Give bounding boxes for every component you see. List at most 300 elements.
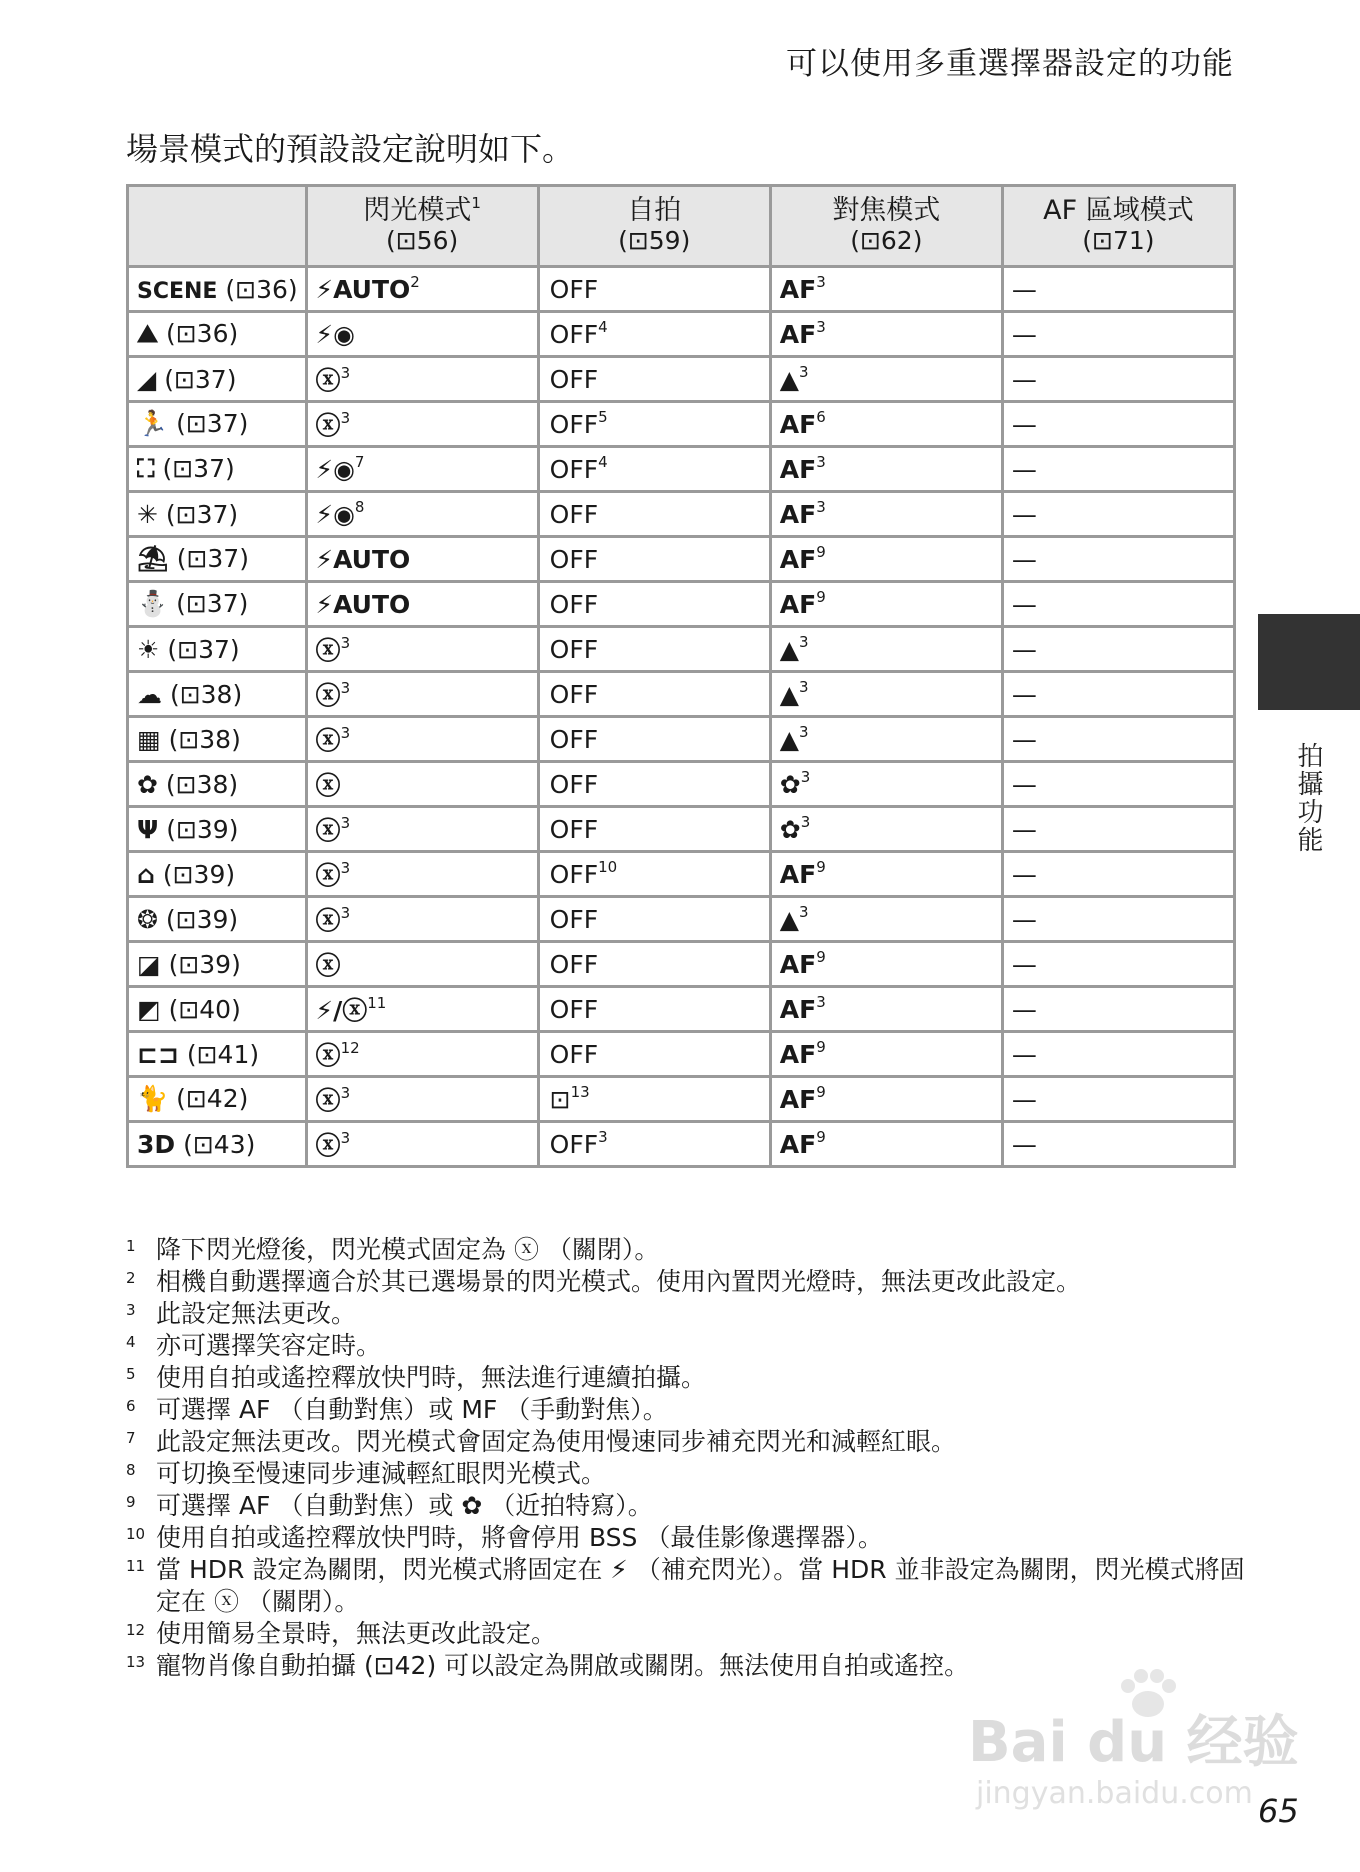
scene-mode-icon: ⛱ [137, 544, 169, 573]
footnote-number: 3 [126, 1301, 136, 1319]
footnote-marker: 9 [816, 542, 826, 561]
footnote-marker: 9 [816, 1037, 826, 1056]
footnote-marker: 3 [799, 677, 809, 696]
af-area-value: — [1011, 769, 1037, 799]
focus-mode-value: AF [779, 1129, 817, 1159]
footnote [126, 1234, 1246, 1266]
focus-mode-value: AF [779, 544, 817, 574]
flash-mode-cell [306, 807, 538, 852]
scene-mode-icon: ⛰ [137, 319, 159, 348]
scene-mode-icon: 🏃 [137, 409, 169, 438]
self-timer-value: OFF [549, 679, 599, 709]
self-timer-value: OFF [549, 634, 599, 664]
page-reference: (⊡39) [162, 859, 236, 889]
table-row [128, 492, 1235, 537]
focus-mode-value: ▲ [779, 679, 799, 709]
table-row [128, 402, 1235, 447]
self-timer-value: OFF [549, 319, 599, 349]
table-header [128, 186, 1235, 267]
footnote-marker: 12 [340, 1039, 360, 1057]
flash-mode-value: ⚡AUTO [315, 589, 411, 619]
page-reference: (⊡71) [1082, 226, 1155, 255]
self-timer-cell [538, 1032, 770, 1077]
footnote-marker: 3 [340, 409, 351, 427]
page-reference: (⊡41) [186, 1039, 260, 1069]
table-row [128, 807, 1235, 852]
focus-mode-cell [770, 942, 1002, 987]
footnote-marker: 3 [340, 679, 351, 697]
footnote-text: 相機自動選擇適合於其已選場景的閃光模式。使用內置閃光燈時，無法更改此設定。 [156, 1267, 1082, 1296]
footnotes [126, 1234, 1246, 1682]
focus-mode-value: AF [779, 499, 817, 529]
af-area-cell [1002, 897, 1234, 942]
footnote-marker: 4 [598, 317, 608, 336]
scene-cell [128, 942, 307, 987]
self-timer-value: OFF [549, 499, 599, 529]
footnote [126, 1458, 1246, 1490]
flash-mode-cell [306, 717, 538, 762]
flash-mode-cell [306, 1122, 538, 1167]
flash-mode-value: ⓧ [315, 1131, 341, 1160]
footnote [126, 1522, 1246, 1554]
footnote-number: 8 [126, 1461, 136, 1479]
table-row [128, 312, 1235, 357]
footnote-text: 當 HDR 設定為關閉，閃光模式將固定在 ⚡ （補充閃光）。當 HDR 並非設定為關閉，閃光模式將固定在 ⓧ （關閉）。 [156, 1555, 1245, 1616]
flash-mode-cell [306, 852, 538, 897]
af-area-cell [1002, 762, 1234, 807]
self-timer-cell [538, 537, 770, 582]
flash-mode-value: ⚡◉ [315, 499, 355, 529]
scene-mode-icon: ⛶ [137, 454, 155, 483]
footnote [126, 1330, 1246, 1362]
af-area-value: — [1011, 724, 1037, 754]
footnote-marker: 3 [816, 317, 826, 336]
flash-mode-cell [306, 537, 538, 582]
footnote-marker: 3 [816, 497, 826, 516]
scene-mode-icon: ❂ [137, 904, 158, 934]
flash-mode-value: ⓧ [315, 366, 341, 395]
focus-mode-cell [770, 492, 1002, 537]
table-row [128, 447, 1235, 492]
self-timer-value: OFF [549, 274, 599, 304]
table-row [128, 267, 1235, 312]
flash-mode-cell [306, 1032, 538, 1077]
intro-text: 場景模式的預設設定說明如下。 [126, 130, 575, 168]
focus-mode-cell [770, 897, 1002, 942]
self-timer-value: OFF [549, 1129, 599, 1159]
self-timer-cell [538, 672, 770, 717]
page-reference: (⊡42) [176, 1084, 249, 1113]
flash-mode-value: ⓧ [315, 1041, 341, 1070]
scene-mode-icon: SCENE [137, 278, 218, 304]
scene-cell [128, 717, 307, 762]
footnote-marker: 1 [471, 194, 481, 212]
self-timer-cell [538, 762, 770, 807]
self-timer-cell [538, 1077, 770, 1122]
footnote-marker: 9 [816, 1082, 826, 1101]
flash-mode-value: ⓧ [315, 906, 341, 935]
scene-cell [128, 267, 307, 312]
focus-mode-value: ✿ [779, 769, 801, 799]
scene-cell [128, 762, 307, 807]
af-area-cell [1002, 1122, 1234, 1167]
af-area-value: — [1011, 319, 1037, 349]
table-row [128, 942, 1235, 987]
af-area-value: — [1011, 814, 1037, 844]
footnote-marker: 3 [816, 992, 826, 1011]
self-timer-value: OFF [549, 544, 599, 574]
scene-mode-icon: ◢ [137, 364, 157, 394]
column-label: 自拍 [627, 195, 682, 226]
footnote-marker: 3 [340, 814, 351, 832]
flash-mode-value: ⓧ [315, 771, 341, 800]
flash-mode-cell [306, 582, 538, 627]
focus-mode-value: AF [779, 274, 817, 304]
self-timer-value: OFF [549, 364, 599, 394]
af-area-value: — [1011, 1129, 1037, 1159]
focus-mode-cell [770, 627, 1002, 672]
self-timer-cell [538, 357, 770, 402]
self-timer-value: OFF [549, 454, 599, 484]
footnote-marker: 3 [340, 364, 351, 382]
page-reference: (⊡39) [166, 814, 239, 844]
page-reference: (⊡56) [385, 226, 459, 255]
flash-mode-value: ⚡◉ [315, 454, 355, 484]
footnote-marker: 9 [816, 857, 826, 876]
self-timer-cell [538, 807, 770, 852]
flash-mode-cell [306, 492, 538, 537]
footnote-number: 5 [126, 1365, 136, 1383]
footnote-text: 可選擇 AF （自動對焦）或 ✿ （近拍特寫）。 [156, 1491, 653, 1520]
af-area-cell [1002, 447, 1234, 492]
self-timer-value: OFF [549, 904, 599, 934]
footnote-marker: 3 [340, 859, 351, 877]
footnote-marker: 3 [800, 812, 811, 831]
scene-mode-icon: ▦ [137, 724, 161, 754]
flash-mode-value: ⚡/ⓧ [315, 996, 368, 1025]
page-reference: (⊡37) [164, 364, 237, 394]
watermark-url: jingyan.baidu.com [976, 1776, 1253, 1811]
footnote-marker: 3 [799, 722, 809, 741]
column-label: 閃光模式 [363, 195, 472, 226]
table-row [128, 582, 1235, 627]
flash-mode-cell [306, 312, 538, 357]
focus-mode-value: ✿ [779, 814, 801, 844]
table-row [128, 537, 1235, 582]
focus-mode-value: ▲ [779, 634, 799, 664]
focus-mode-cell [770, 672, 1002, 717]
footnote-text: 降下閃光燈後，閃光模式固定為 ⓧ （關閉）。 [156, 1235, 660, 1264]
footnote [126, 1266, 1246, 1298]
af-area-cell [1002, 402, 1234, 447]
focus-mode-value: ▲ [779, 904, 799, 934]
page-reference: (⊡37) [165, 499, 239, 529]
scene-mode-icon: ✿ [137, 769, 158, 799]
table-row [128, 1122, 1235, 1167]
focus-mode-cell [770, 582, 1002, 627]
focus-mode-cell [770, 312, 1002, 357]
af-area-cell [1002, 492, 1234, 537]
page-reference: (⊡40) [168, 994, 241, 1024]
self-timer-cell [538, 447, 770, 492]
focus-mode-cell [770, 1122, 1002, 1167]
footnote [126, 1490, 1246, 1522]
column-label: AF 區域模式 [1043, 195, 1194, 226]
footnote-marker: 7 [354, 452, 365, 471]
footnote-text: 使用自拍或遙控釋放快門時，將會停用 BSS （最佳影像選擇器）。 [156, 1523, 883, 1552]
footnote-marker: 9 [816, 947, 826, 966]
footnote-text: 使用簡易全景時，無法更改此設定。 [156, 1619, 557, 1648]
footnote-text: 此設定無法更改。 [156, 1299, 357, 1328]
scene-mode-icon: ◩ [137, 994, 161, 1024]
focus-mode-cell [770, 357, 1002, 402]
scene-mode-icon: ◪ [137, 949, 161, 979]
focus-mode-cell [770, 852, 1002, 897]
table-row [128, 852, 1235, 897]
table-row [128, 717, 1235, 762]
focus-mode-cell [770, 267, 1002, 312]
page-header-title: 可以使用多重選擇器設定的功能 [786, 46, 1234, 82]
footnote-marker: 2 [410, 272, 420, 291]
page-reference: (⊡38) [165, 769, 239, 799]
self-timer-cell [538, 987, 770, 1032]
table-row [128, 987, 1235, 1032]
flash-mode-value: ⚡AUTO [315, 274, 411, 304]
scene-cell [128, 357, 307, 402]
footnote-marker: 9 [816, 1127, 826, 1146]
footnote-marker: 3 [816, 452, 826, 471]
af-area-cell [1002, 807, 1234, 852]
footnote-marker: 9 [816, 587, 826, 606]
focus-mode-cell [770, 1077, 1002, 1122]
af-area-value: — [1011, 949, 1037, 979]
af-area-cell [1002, 357, 1234, 402]
af-area-value: — [1011, 1084, 1037, 1114]
footnote-text: 可切換至慢速同步連減輕紅眼閃光模式。 [156, 1459, 607, 1488]
scene-cell [128, 447, 307, 492]
self-timer-cell [538, 1122, 770, 1167]
footnote-marker: 4 [598, 452, 608, 471]
scene-cell [128, 1077, 307, 1122]
self-timer-cell [538, 852, 770, 897]
self-timer-cell [538, 582, 770, 627]
scene-cell [128, 807, 307, 852]
af-area-value: — [1011, 994, 1037, 1024]
af-area-value: — [1011, 454, 1037, 484]
footnote-number: 2 [126, 1269, 136, 1287]
af-area-value: — [1011, 409, 1037, 439]
footnote-marker: 3 [340, 1129, 351, 1147]
footnote [126, 1426, 1246, 1458]
footnote-marker: 3 [340, 1084, 351, 1102]
flash-mode-cell [306, 672, 538, 717]
scene-mode-icon: ⌂ [137, 859, 155, 889]
column-header [128, 186, 307, 267]
flash-mode-cell [306, 447, 538, 492]
scene-cell [128, 312, 307, 357]
footnote-text: 使用自拍或遙控釋放快門時，無法進行連續拍攝。 [156, 1363, 707, 1392]
chapter-label: 拍攝功能 [1293, 742, 1323, 854]
af-area-cell [1002, 672, 1234, 717]
footnote [126, 1362, 1246, 1394]
self-timer-cell [538, 627, 770, 672]
scene-mode-icon: ☀ [137, 634, 160, 664]
scene-mode-icon: Ψ [137, 814, 159, 844]
self-timer-value: OFF [549, 1039, 599, 1069]
footnote-text: 亦可選擇笑容定時。 [156, 1331, 382, 1360]
footnote-marker: 3 [816, 272, 826, 291]
self-timer-cell [538, 717, 770, 762]
focus-mode-cell [770, 447, 1002, 492]
focus-mode-cell [770, 807, 1002, 852]
page-reference: (⊡37) [162, 454, 235, 483]
af-area-cell [1002, 267, 1234, 312]
page-number: 65 [1258, 1792, 1299, 1830]
flash-mode-value: ⚡◉ [315, 319, 355, 349]
scene-cell [128, 627, 307, 672]
page-reference: (⊡37) [176, 589, 249, 618]
self-timer-cell [538, 942, 770, 987]
scene-cell [128, 1032, 307, 1077]
focus-mode-cell [770, 717, 1002, 762]
focus-mode-value: AF [779, 1084, 817, 1114]
self-timer-cell [538, 897, 770, 942]
af-area-cell [1002, 582, 1234, 627]
column-header [306, 186, 538, 267]
header-row [128, 186, 1235, 267]
footnote [126, 1650, 1246, 1682]
page-reference: (⊡38) [168, 724, 241, 754]
flash-mode-cell [306, 627, 538, 672]
column-header [770, 186, 1002, 267]
page-reference: (⊡37) [167, 634, 240, 664]
footnote-marker: 3 [340, 904, 351, 922]
af-area-cell [1002, 312, 1234, 357]
af-area-value: — [1011, 544, 1037, 574]
af-area-value: — [1011, 589, 1037, 619]
self-timer-value: OFF [549, 994, 599, 1024]
af-area-value: — [1011, 499, 1037, 529]
self-timer-value: OFF [549, 769, 599, 799]
focus-mode-cell [770, 402, 1002, 447]
page-reference: (⊡38) [169, 679, 243, 709]
footnote [126, 1618, 1246, 1650]
table-row [128, 357, 1235, 402]
flash-mode-cell [306, 267, 538, 312]
scene-cell [128, 897, 307, 942]
af-area-value: — [1011, 679, 1037, 709]
table-row [128, 762, 1235, 807]
self-timer-value: OFF [549, 409, 599, 439]
focus-mode-value: AF [779, 859, 817, 889]
footnote-marker: 3 [598, 1127, 608, 1146]
footnote-number: 7 [126, 1429, 136, 1447]
footnote-marker: 5 [598, 407, 608, 426]
self-timer-value: OFF [549, 724, 599, 754]
footnote-marker: 3 [340, 724, 351, 742]
focus-mode-value: ▲ [779, 364, 799, 394]
flash-mode-cell [306, 1077, 538, 1122]
af-area-cell [1002, 717, 1234, 762]
flash-mode-value: ⚡AUTO [315, 544, 411, 574]
af-area-value: — [1011, 274, 1037, 304]
footnote-number: 6 [126, 1397, 136, 1415]
self-timer-value: OFF [549, 949, 599, 979]
focus-mode-cell [770, 762, 1002, 807]
scene-cell [128, 492, 307, 537]
focus-mode-value: AF [779, 994, 817, 1024]
footnote-marker: 11 [367, 994, 387, 1012]
self-timer-value: ⊡ [549, 1084, 571, 1114]
flash-mode-value: ⓧ [315, 861, 341, 890]
self-timer-cell [538, 402, 770, 447]
footnote [126, 1554, 1246, 1618]
af-area-cell [1002, 987, 1234, 1032]
self-timer-cell [538, 312, 770, 357]
page-reference: (⊡39) [168, 949, 241, 979]
focus-mode-cell [770, 537, 1002, 582]
focus-mode-value: AF [779, 454, 817, 484]
footnote-text: 可選擇 AF （自動對焦）或 MF （手動對焦）。 [156, 1395, 668, 1424]
flash-mode-value: ⓧ [315, 951, 341, 980]
table-row [128, 672, 1235, 717]
flash-mode-value: ⓧ [315, 636, 341, 665]
footnote-marker: 13 [570, 1082, 590, 1101]
page-reference: (⊡36) [165, 319, 239, 348]
flash-mode-value: ⓧ [315, 816, 341, 845]
flash-mode-cell [306, 762, 538, 807]
scene-cell [128, 987, 307, 1032]
flash-mode-cell [306, 357, 538, 402]
scene-cell [128, 672, 307, 717]
footnote-marker: 3 [800, 767, 811, 786]
footnote-number: 11 [126, 1557, 146, 1575]
af-area-value: — [1011, 904, 1037, 934]
page-reference: (⊡39) [165, 904, 239, 934]
focus-mode-value: AF [779, 319, 817, 349]
table-row [128, 897, 1235, 942]
footnote-number: 1 [126, 1237, 136, 1255]
af-area-value: — [1011, 634, 1037, 664]
table-body [128, 267, 1235, 1167]
footnote-marker: 3 [799, 632, 809, 651]
footnote-number: 13 [126, 1653, 146, 1671]
footnote [126, 1394, 1246, 1426]
af-area-value: — [1011, 1039, 1037, 1069]
page-reference: (⊡62) [850, 226, 923, 255]
af-area-cell [1002, 1077, 1234, 1122]
af-area-cell [1002, 627, 1234, 672]
flash-mode-cell [306, 402, 538, 447]
flash-mode-value: ⓧ [315, 726, 341, 755]
page-reference: (⊡59) [618, 226, 691, 255]
page-reference: (⊡37) [176, 409, 249, 438]
flash-mode-cell [306, 897, 538, 942]
self-timer-value: OFF [549, 859, 599, 889]
flash-mode-cell [306, 987, 538, 1032]
chapter-tab [1258, 614, 1360, 710]
watermark-logo: Bai du 经验 [968, 1710, 1299, 1775]
footnote [126, 1298, 1246, 1330]
footnote-number: 4 [126, 1333, 136, 1351]
footnote-marker: 6 [816, 407, 826, 426]
scene-mode-icon: ⊏⊐ [137, 1039, 179, 1069]
flash-mode-value: ⓧ [315, 1086, 341, 1115]
focus-mode-value: ▲ [779, 724, 799, 754]
scene-cell [128, 402, 307, 447]
table-row [128, 1032, 1235, 1077]
page-reference: (⊡37) [176, 544, 249, 573]
